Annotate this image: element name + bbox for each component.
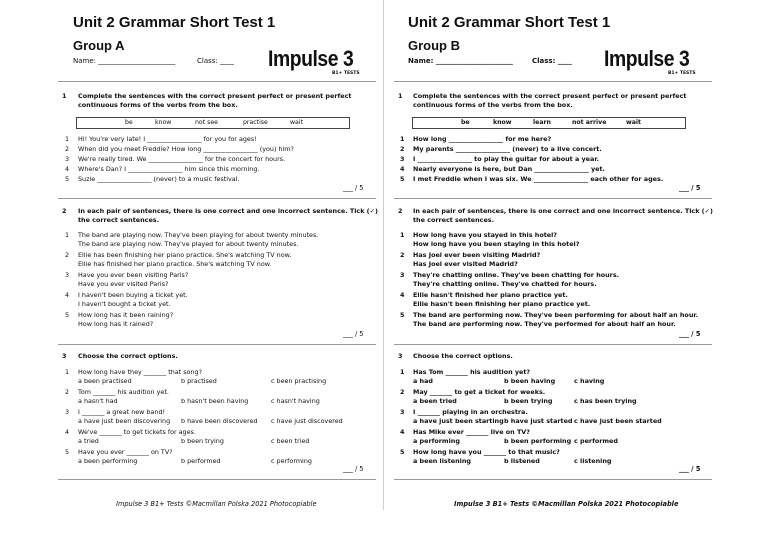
tick-option[interactable]: How long has it rained? [78,320,154,328]
item-number: 3 [65,155,70,163]
item-number: 2 [65,251,70,259]
option-b[interactable]: b performed [181,457,221,465]
question-stem: Tom _______ his audition yet. [78,388,169,396]
gap-fill-sentence[interactable]: Nearly everyone is here, but Dan _________________ yet. [413,165,605,173]
box-word: not arrive [572,119,607,126]
item-number: 2 [400,145,405,153]
item-number: 2 [400,251,405,259]
word-box [412,117,686,129]
tick-option[interactable]: I haven't been buying a ticket yet. [78,291,188,299]
item-number: 4 [400,291,405,299]
option-b[interactable]: b been trying [504,397,553,405]
tick-option[interactable]: I haven't bought a ticket yet. [78,300,171,308]
score-box: ___ / 5 [343,184,364,192]
gap-fill-sentence[interactable]: We're really tired. We _________________ for the concert for hours. [78,155,286,163]
section-rule [58,344,376,345]
box-word: wait [290,119,303,126]
tick-option[interactable]: How long have you been staying in this hotel? [413,240,580,248]
exercise-number: 3 [398,352,403,360]
tick-option[interactable]: Have you ever been visiting Paris? [78,271,189,279]
option-a[interactable]: a been listening [413,457,471,465]
box-word: know [493,119,512,126]
option-c[interactable]: c have just been started [574,417,662,425]
tick-option[interactable]: The band are playing now. They've been playing for about twenty minutes. [78,231,319,239]
question-stem: Has Mike ever _______ live on TV? [413,428,530,436]
item-number: 4 [400,165,405,173]
test-title: Unit 2 Grammar Short Test 1 [73,14,276,31]
option-a[interactable]: a have just been discovering [78,417,171,425]
option-c[interactable]: c performing [271,457,312,465]
tick-option[interactable]: How long has it been raining? [78,311,174,319]
option-c[interactable]: c been practising [271,377,327,385]
item-number: 5 [400,448,405,456]
option-a[interactable]: a been tried [413,397,457,405]
item-number: 1 [400,231,405,239]
exercise-number: 1 [398,92,403,100]
box-word: wait [626,119,641,126]
item-number: 3 [65,271,70,279]
tick-option[interactable]: Ellie hasn't finished her piano practice yet. [413,291,568,299]
impulse-logo: Impulse 3 [268,46,354,71]
item-number: 3 [400,271,405,279]
section-rule [394,344,712,345]
item-number: 1 [65,135,70,143]
option-b[interactable]: b been trying [181,437,224,445]
box-word: be [125,119,133,126]
score-box: ___ / 5 [343,330,364,338]
option-a[interactable]: a been performing [78,457,138,465]
option-c[interactable]: c has been trying [574,397,637,405]
question-stem: Have you ever _______ on TV? [78,448,173,456]
option-a[interactable]: a tried [78,437,99,445]
section-rule [394,479,712,480]
option-b[interactable]: b listened [504,457,540,465]
exercise-instruction: the correct sentences. [78,216,160,224]
option-c[interactable]: c listening [574,457,612,465]
option-b[interactable]: b practised [181,377,217,385]
gap-fill-sentence[interactable]: Suzie _________________ (never) to a music festival. [78,175,240,183]
option-b[interactable]: b have just started [504,417,573,425]
test-title: Unit 2 Grammar Short Test 1 [408,14,611,31]
gap-fill-sentence[interactable]: My parents _________________ (never) to a live concert. [413,145,602,153]
exercise-number: 2 [62,207,67,215]
logo-subtitle: B1+ TESTS [668,71,696,76]
item-number: 4 [65,165,70,173]
option-a[interactable]: a had [413,377,433,385]
option-c[interactable]: c having [574,377,605,385]
option-b[interactable]: b been performing [504,437,572,445]
name-field[interactable]: Name: ______________________ [408,57,513,65]
question-stem: I _______ playing in an orchestra. [413,408,528,416]
tick-option[interactable]: They're chatting online. They've chatted for hours. [413,280,597,288]
header-rule [58,81,376,82]
item-number: 1 [65,231,70,239]
option-c[interactable]: c been tried [271,437,310,445]
class-field[interactable]: Class: ____ [197,57,234,65]
tick-option[interactable]: Have you ever visited Paris? [78,280,169,288]
group-label: Group B [408,38,460,53]
exercise-instruction: Complete the sentences with the correct present perfect or present perfect [78,92,352,100]
item-number: 3 [400,155,405,163]
option-c[interactable]: c hasn't having [271,397,320,405]
gap-fill-sentence[interactable]: I _________________ to play the guitar for about a year. [413,155,599,163]
tick-option[interactable]: The band are performing now. They've performed for about half an hour. [413,320,676,328]
exercise-instruction: Choose the correct options. [78,352,178,360]
box-word: not see [195,119,218,126]
exercise-number: 2 [398,207,403,215]
test-page-group-b [384,0,768,543]
score-box: ___ / 5 [679,184,701,192]
header-rule [394,81,712,82]
tick-option[interactable]: Ellie hasn't been finishing her piano practice yet. [413,300,591,308]
item-number: 4 [65,428,70,436]
exercise-instruction: In each pair of sentences, there is one correct and one incorrect sentence. Tick (✓) [413,207,713,215]
section-rule [58,198,376,199]
box-word: know [155,119,172,126]
exercise-instruction: In each pair of sentences, there is one correct and one incorrect sentence. Tick (✓) [78,207,378,215]
question-stem: May _______ to get a ticket for weeks. [413,388,546,396]
impulse-logo: Impulse 3 [604,46,690,71]
gap-fill-sentence[interactable]: How long _________________ for me here? [413,135,552,143]
option-c[interactable]: c performed [574,437,618,445]
item-number: 4 [65,291,70,299]
option-c[interactable]: c have just discovered [271,417,343,425]
item-number: 2 [65,388,70,396]
option-b[interactable]: b have been discovered [181,417,258,425]
name-field[interactable]: Name: ______________________ [73,57,176,65]
exercise-number: 1 [62,92,67,100]
item-number: 5 [65,311,70,319]
exercise-instruction: Complete the sentences with the correct present perfect or present perfect [413,92,687,100]
logo-subtitle: B1+ TESTS [332,71,360,76]
tick-option[interactable]: The band are performing now. They've been performing for about half an hour. [413,311,699,319]
box-word: practise [243,119,268,126]
item-number: 4 [400,428,405,436]
score-box: ___ / 5 [679,465,701,473]
score-box: ___ / 5 [343,465,364,473]
question-stem: We've _______ to get tickets for ages. [78,428,196,436]
question-stem: How long have you _______ to that music? [413,448,560,456]
group-label: Group A [73,38,125,53]
exercise-instruction: continuous forms of the verbs from the box. [413,101,573,109]
section-rule [58,479,376,480]
exercise-number: 3 [62,352,67,360]
box-word: be [461,119,470,126]
question-stem: How long have they _______ that song? [78,368,202,376]
gap-fill-sentence[interactable]: Hi! You're very late! I _________________ for you for ages! [78,135,257,143]
word-box [76,117,350,129]
tick-option[interactable]: How long have you stayed in this hotel? [413,231,558,239]
gap-fill-sentence[interactable]: I met Freddie when I was six. We _________________ each other for ages. [413,175,664,183]
item-number: 3 [400,408,405,416]
tick-option[interactable]: The band are playing now. They've played for about twenty minutes. [78,240,299,248]
tick-option[interactable]: Ellie has been finishing her piano practice. She's watching TV now. [78,251,292,259]
item-number: 5 [65,175,70,183]
tick-option[interactable]: Has Joel ever visited Madrid? [413,260,518,268]
footer-copyright: Impulse 3 B1+ Tests ©Macmillan Polska 2021 Photocopiable [116,500,317,508]
item-number: 5 [65,448,70,456]
tick-option[interactable]: They're chatting online. They've been chatting for hours. [413,271,620,279]
item-number: 1 [400,368,405,376]
class-field[interactable]: Class: ____ [532,57,572,65]
tick-option[interactable]: Ellie has finished her piano practice. She's watching TV now. [78,260,272,268]
item-number: 2 [400,388,405,396]
item-number: 2 [65,145,70,153]
option-b[interactable]: b hasn't been having [181,397,249,405]
score-box: ___ / 5 [679,330,701,338]
section-rule [394,198,712,199]
option-a[interactable]: a performing [413,437,460,445]
option-a[interactable]: a hasn't had [78,397,118,405]
option-a[interactable]: a have just been starting [413,417,504,425]
tick-option[interactable]: Has Joel ever been visiting Madrid? [413,251,541,259]
item-number: 1 [400,135,405,143]
footer-copyright: Impulse 3 B1+ Tests ©Macmillan Polska 2021 Photocopiable [454,500,679,508]
gap-fill-sentence[interactable]: Where's Dan? I _________________ him since this morning. [78,165,260,173]
item-number: 1 [65,368,70,376]
item-number: 5 [400,175,405,183]
question-stem: Has Tom _______ his audition yet? [413,368,531,376]
question-stem: I _______ a great new band! [78,408,166,416]
gap-fill-sentence[interactable]: When did you meet Freddie? How long _________________ (you) him? [78,145,294,153]
item-number: 5 [400,311,405,319]
exercise-instruction: continuous forms of the verbs from the box. [78,101,238,109]
option-a[interactable]: a been practised [78,377,132,385]
exercise-instruction: Choose the correct options. [413,352,513,360]
option-b[interactable]: b been having [504,377,556,385]
exercise-instruction: the correct sentences. [413,216,495,224]
item-number: 3 [65,408,70,416]
box-word: learn [533,119,551,126]
